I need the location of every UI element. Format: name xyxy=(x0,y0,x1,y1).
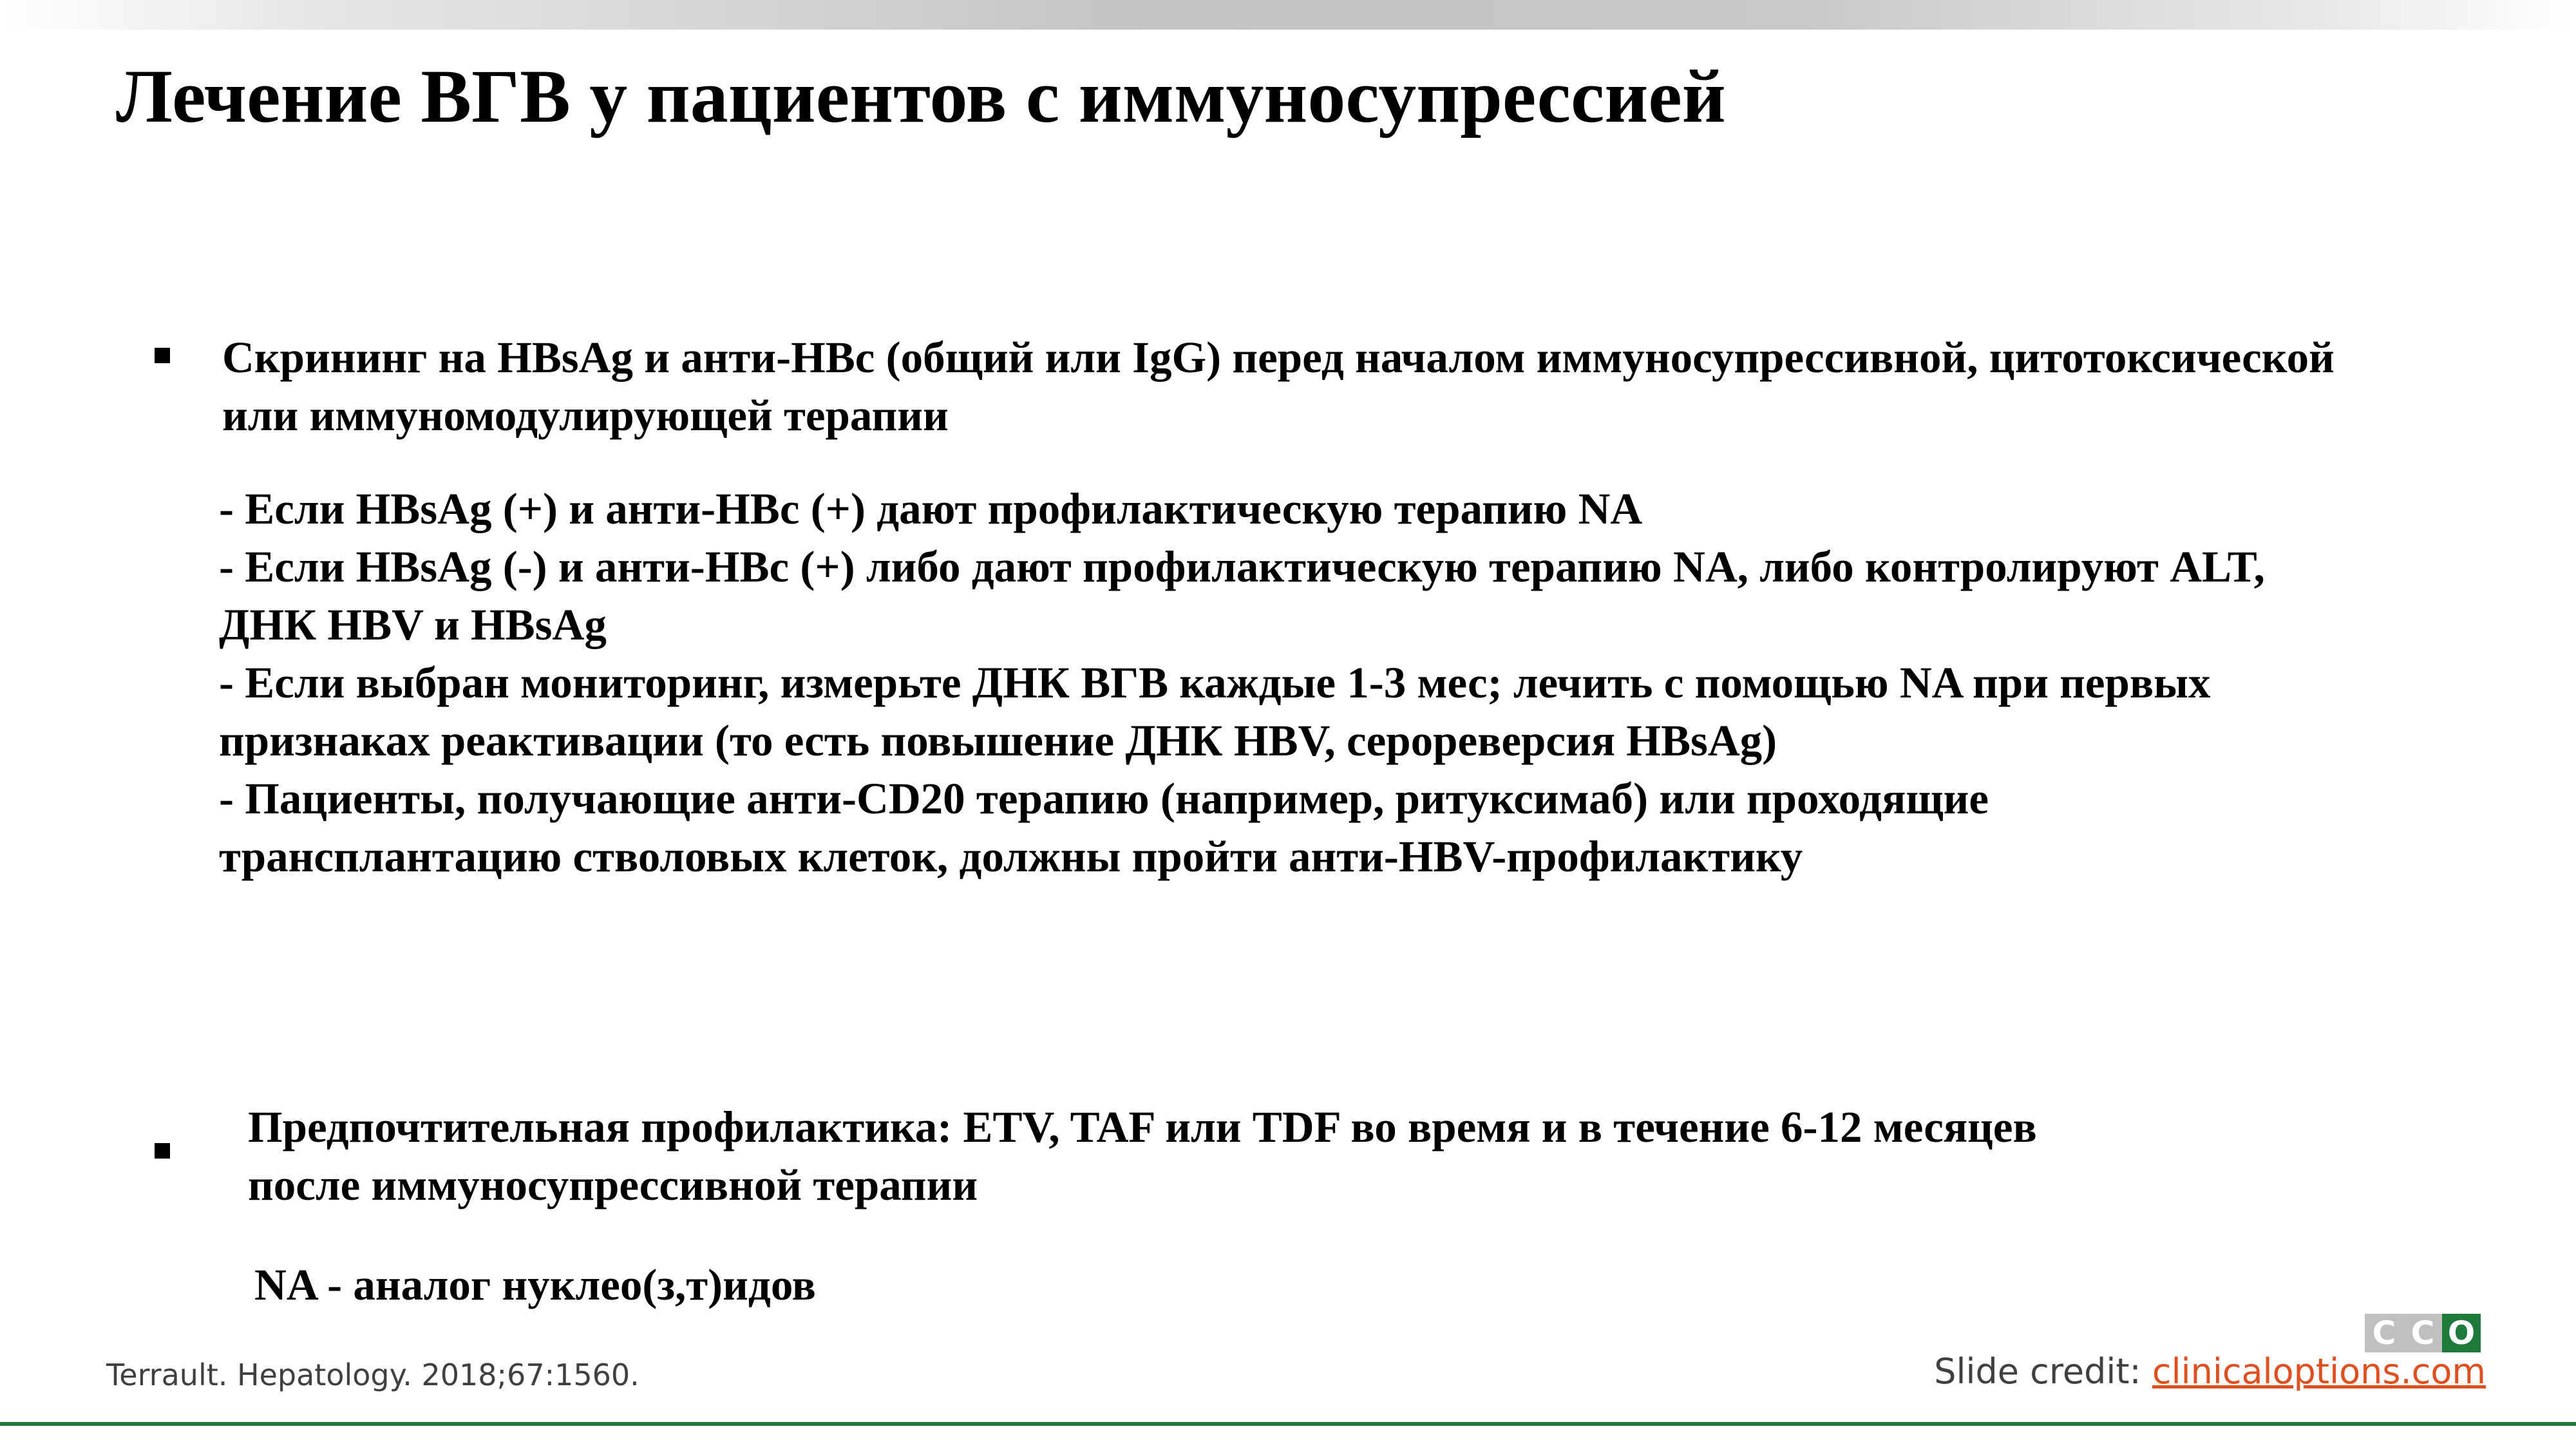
cco-logo xyxy=(2365,1314,2481,1352)
slide-title: Лечение ВГВ у пациентов с иммуносупрессией xyxy=(116,54,1726,138)
citation: Terrault. Hepatology. 2018;67:1560. xyxy=(106,1358,639,1392)
sub-point-line-7: трансплантацию стволовых клеток, должны пройти анти-HBV-профилактику xyxy=(219,832,1803,881)
abbreviation-note: NA - аналог нуклео(з,т)идов xyxy=(254,1260,816,1309)
sub-point-line-2: - Если HBsAg (-) и анти-HBc (+) либо дают профилактическую терапию NA, либо контролируют ALT, xyxy=(219,542,2265,591)
bullet-1-text xyxy=(222,328,2334,444)
sub-point-line-3: ДНК HBV и HBsAg xyxy=(219,600,607,649)
top-gradient-band xyxy=(0,0,2576,30)
bullet-marker-2 xyxy=(155,1143,170,1159)
sub-point-line-1: - Если HBsAg (+) и анти-HBc (+) дают профилактическую терапию NA xyxy=(219,484,1643,533)
logo-letter-2: C xyxy=(2403,1314,2442,1352)
bullet-2-text xyxy=(248,1098,2037,1214)
bottom-accent-line xyxy=(0,1422,2576,1426)
sub-point-line-4: - Если выбран мониторинг, измерьте ДНК ВГВ каждые 1-3 мес; лечить с помощью NA при первых xyxy=(219,658,2211,707)
bullet-marker-1 xyxy=(155,348,170,363)
bullet-1-line-1: Скрининг на HBsAg и анти-HBc (общий или IgG) перед началом иммуносупрессивной, цитотоксической xyxy=(222,333,2334,382)
slide-credit xyxy=(1934,1351,2486,1392)
logo-letter-3: O xyxy=(2442,1314,2481,1352)
bullet-2-line-2: после иммуносупрессивной терапии xyxy=(248,1160,978,1209)
logo-letter-1: C xyxy=(2365,1314,2403,1352)
clinicaloptions-link[interactable]: clinicaloptions.com xyxy=(2152,1351,2486,1392)
sub-point-line-6: - Пациенты, получающие анти-CD20 терапию (например, ритуксимаб) или проходящие xyxy=(219,774,1989,823)
bullet-2-line-1: Предпочтительная профилактика: ETV, TAF или TDF во время и в течение 6-12 месяцев xyxy=(248,1103,2037,1151)
sub-point-line-5: признаках реактивации (то есть повышение ДНК HBV, сeроpеверсия HBsAg) xyxy=(219,716,1777,765)
sub-points xyxy=(219,480,2265,886)
slide-credit-label: Slide credit: xyxy=(1934,1351,2152,1392)
bullet-1-line-2: или иммуномодулирующей терапии xyxy=(222,391,949,440)
